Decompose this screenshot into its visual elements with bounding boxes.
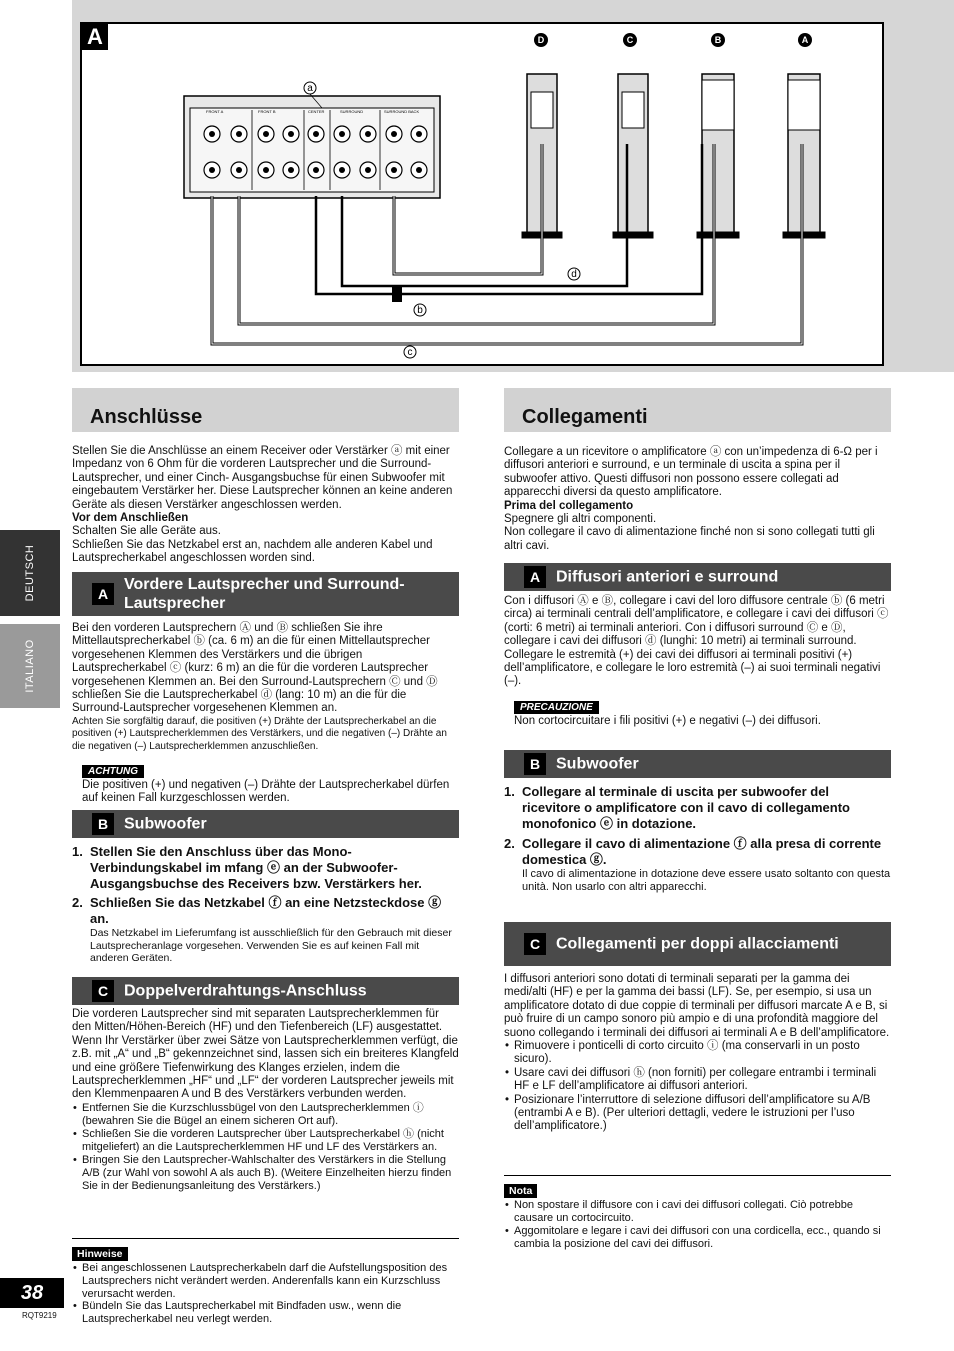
it-before-1: Spegnere gli altri componenti.	[504, 513, 657, 526]
it-section-c-bullet: • Posizionare l’interruttore di selezione diffusori dell’amplificatore su A/B (entrambi A e B). (Per ulteriori dettagli, vedere le istruzioni per l’uso dell’amplificatore.)	[514, 1094, 891, 1134]
callout-a: a	[307, 83, 313, 94]
page-number: 38	[0, 1278, 64, 1308]
de-intro: Stellen Sie die Anschlüsse an einem Receiver oder Verstärker ⓐ mit einer Impedanz von 6 Ohm für die vorderen Lautsprecher und die Surround-Lautsprecher, und einer Cinch- Ausgangsbuchse für einen Subwoofer mit eingebautem Verstärker her. Diese Lautsprecher können an keine anderen Geräte als diesen Verstärker angeschlossen werden.	[72, 445, 453, 511]
it-note-item: • Non spostare il diffusore con i cavi dei diffusori collegati. Ciò potrebbe causare un cortocircuito.	[514, 1199, 891, 1225]
de-before-2: Schließen Sie das Netzkabel erst an, nachdem alle anderen Kabel und Lautsprecherkabel angeschlossen worden sind.	[72, 538, 433, 565]
speaker-towers	[527, 74, 820, 234]
speaker-marker-b: B	[714, 35, 722, 45]
figure-label: A	[82, 24, 108, 50]
it-note-tag: Nota	[504, 1184, 537, 1198]
svg-text:SURROUND: SURROUND	[340, 109, 364, 114]
callout-d: d	[571, 269, 577, 280]
de-hint-item: • Bei angeschlossenen Lautsprecherkabeln darf die Aufstellungsposition des Lautsprechers nicht verändert werden. Anderenfalls kann ein Kurzschluss verursacht werden.	[82, 1262, 459, 1300]
it-before-title: Prima del collegamento	[504, 499, 634, 512]
de-section-a-body	[72, 622, 459, 805]
de-section-c-bullet: • Entfernen Sie die Kurzschlussbügel von den Lautsprecherklemmen ⓘ (bewahren Sie die Bügel an einem sicheren Ort auf).	[82, 1102, 459, 1128]
de-section-a-small: Achten Sie sorgfältig darauf, die positiven (+) Drähte der Lautsprecherkabel an die positiven (+) Lautsprecherklemmen des Verstärkers, und die negativen (–) Drähte an die negativen (–) Lautsprecherklemmen anzuschließen.	[72, 715, 447, 753]
de-hint-tag: Hinweise	[72, 1247, 128, 1261]
it-section-b-header: B Subwoofer	[504, 750, 891, 778]
it-section-b-body: 1. Collegare al terminale di uscita per subwoofer del ricevitore o amplificatore con il cavo di collegamento monofonico ⓔ in dotazione. 2. Collegare il cavo di alimentazione ⓕ alla presa di corrente domestica ⓖ. Il cavo di alimentazione in dotazione deve essere usato soltanto con questa unità. Non usarlo con altri apparecchi.	[504, 784, 891, 894]
de-hints	[72, 1244, 459, 1326]
de-section-b-title: Subwoofer	[124, 815, 207, 833]
de-section-c-bullet: • Bringen Sie den Lautsprecher-Wahlschalter des Verstärkers in die Stellung A/B (zur Wahl von sowohl A als auch B). (Weitere Einzelheiten hierzu finden Sie in der Bedienungsanleitung des Verstärkers.)	[82, 1154, 459, 1193]
de-section-a-text: Bei den vorderen Lautsprechern Ⓐ und Ⓑ schließen Sie ihre Mittellautsprecherkabel ⓑ (ca. 6 m) an die für einen Mittellautsprecher vorgesehenen Klemmen des Verstärkers und die übrigen Lautsprecherkabel ⓒ (kurz: 6 m) an die für die vorderen Lautsprecher vorgesehenen Klemmen an. Bei den Surround-Lautsprechern Ⓒ und Ⓓ schließen Sie die Lautsprecherkabel ⓓ (lang: 10 m) an die für die Surround-Lautsprecher vorgesehenen Klemmen an.	[72, 622, 438, 715]
tab-italiano: ITALIANO	[0, 624, 60, 708]
it-intro-block	[504, 446, 891, 553]
it-intro: Collegare a un ricevitore o amplificatore ⓐ con un’impedenza di 6-Ω per i diffusori anteriori e surround, e un terminale di uscita a spina per il subwoofer attivo. Questi diffusori non possono essere collegati ad apparecchi diversi da questo amplificatore.	[504, 446, 878, 499]
de-step-b2-note: Das Netzkabel im Lieferumfang ist ausschließlich für den Gebrauch mit dieser Lautsprecheranlage vorgesehen. Verwenden Sie es auf keinen Fall mit anderen Geräten.	[90, 927, 452, 965]
it-section-c-text: I diffusori anteriori sono dotati di terminali separati per la gamma dei medi/alti (HF) e per la gamma dei bassi (LF). Se, per esempio, si usa un amplificatore dotato di due coppie di terminali per diffusori marcate A e B, si può fruire di un campo sonoro più ampio e di una profondità maggiore del suono collegando i terminali dei diffusori ai terminali A e B dell’amplificatore.	[504, 973, 890, 1039]
speaker-marker-c: C	[626, 35, 634, 45]
it-section-c-bullet: • Rimuovere i ponticelli di corto circuito ⓘ (ma conservarli in un posto sicuro).	[514, 1040, 891, 1067]
de-step-b1: Stellen Sie den Anschluss über das Mono-Verbindungskabel im mfang ⓔ an der Subwoofer-Ausgangsbuchse des Receivers bzw. Verstärkers her.	[90, 844, 422, 891]
connection-diagram	[80, 22, 884, 366]
de-section-a-header: A Vordere Lautsprecher und Surround-Lautsprecher	[72, 572, 459, 616]
de-step-b2: Schließen Sie das Netzkabel ⓕ an eine Netzsteckdose ⓖ an.	[90, 895, 442, 926]
it-section-a-body	[504, 595, 891, 728]
de-before-title: Vor dem Anschließen	[72, 512, 189, 525]
de-page-title: Anschlüsse	[90, 406, 203, 428]
it-section-a-header: A Diffusori anteriori e surround	[504, 563, 891, 591]
it-step-b2: Collegare il cavo di alimentazione ⓕ alla presa di corrente domestica ⓖ.	[522, 836, 882, 867]
de-section-c-text: Die vorderen Lautsprecher sind mit separaten Lautsprecherklemmen für den Mitten/Höhen-Bereich (HF) und den Tiefenbereich (LF) ausgestattet. Wenn Ihr Verstärker über zwei Sätze von Lautsprecherklemmen verfügt, die z.B. mit „A“ und „B“ gekennzeichnet sind, lassen sich ein breiteres Klangfeld und eine größere Tiefenwirkung des Klanges erzielen, indem die Lautsprecherklemmen „HF“ und „LF“ der vorderen Lautsprecher jeweils mit den Klemmenpaaren A und B des Verstärkers verbunden werden.	[72, 1008, 459, 1101]
de-title-box	[72, 388, 459, 432]
de-caution-tag: ACHTUNG	[82, 765, 144, 778]
de-section-a-title: Vordere Lautsprecher und Surround-Lautsprecher	[124, 576, 405, 612]
speaker-marker-d: D	[537, 35, 545, 45]
it-before-2: Non collegare il cavo di alimentazione finché non si sono collegati tutti gli altri cavi.	[504, 526, 875, 552]
it-section-a-title: Diffusori anteriori e surround	[556, 568, 779, 586]
svg-text:SURROUND BACK: SURROUND BACK	[384, 109, 420, 114]
de-section-b-header: B Subwoofer	[72, 810, 459, 838]
svg-text:FRONT B: FRONT B	[258, 109, 276, 114]
de-hint-item: • Bündeln Sie das Lautsprecherkabel mit Bindfaden usw., wenn die Lautsprecherkabel neu verlegt werden.	[82, 1300, 459, 1326]
de-section-c-body	[72, 1008, 459, 1193]
de-section-c-bullet: • Schließen Sie die vorderen Lautsprecher über Lautsprecherkabel ⓗ (nicht mitgeliefert) an die Lautsprecherklemmen HF und LF des Verstärkers an.	[82, 1128, 459, 1154]
wiring-illustration	[82, 24, 882, 364]
it-page-title: Collegamenti	[522, 406, 648, 428]
de-divider	[72, 1238, 459, 1239]
it-title-box	[504, 388, 891, 432]
it-section-c-title: Collegamenti per doppi allacciamenti	[556, 935, 839, 953]
speaker-marker-a: A	[801, 35, 809, 45]
svg-text:CENTER: CENTER	[308, 109, 325, 114]
it-caution-tag: PRECAUZIONE	[514, 701, 599, 714]
document-code: RQT9219	[22, 1311, 57, 1320]
tab-deutsch: DEUTSCH	[0, 530, 60, 616]
it-divider	[504, 1175, 891, 1176]
it-section-c-body	[504, 973, 891, 1134]
it-section-a-text2: Collegare le estremità (+) dei cavi dei diffusori ai terminali positivi (+) dell’amplificatore, e collegare le loro estremità (–) ai suoi terminali negativi (–).	[504, 648, 881, 688]
it-section-c-header: C Collegamenti per doppi allacciamenti	[504, 922, 891, 966]
de-section-c-title: Doppelverdrahtungs-Anschluss	[124, 982, 367, 1000]
callout-c: c	[407, 347, 413, 358]
it-section-a-text: Con i diffusori Ⓐ e Ⓑ, collegare i cavi del loro diffusore centrale ⓑ (6 metri circa) ai terminali centrali dell’amplificatore, e collegare i cavi dei diffusori ⓒ (corti: 6 metri) ai terminali anteriori. Con i diffusori surround Ⓒ e Ⓓ, collegare i cavi dei diffusori ⓓ (lunghi: 10 metri) ai terminali surround.	[504, 595, 889, 648]
it-note-item: • Aggomitolare e legare i cavi dei diffusori con una cordicella, ecc., quando si cambia la posizione del cavi dei diffusori.	[514, 1225, 891, 1251]
it-caution-text: Non cortocircuitare i fili positivi (+) e negativi (–) dei diffusori.	[514, 714, 821, 727]
it-step-b2-note: Il cavo di alimentazione in dotazione deve essere usato soltanto con questa unità. Non usarlo con altri apparecchi.	[522, 868, 891, 894]
it-step-b1: Collegare al terminale di uscita per subwoofer del ricevitore o amplificatore con il cavo di collegamento monofonico ⓔ in dotazione.	[522, 784, 850, 831]
receiver-panel	[184, 96, 440, 198]
de-caution-text: Die positiven (+) und negativen (–) Drähte der Lautsprecherkabel dürfen auf keinen Fall kurzgeschlossen werden.	[82, 778, 450, 805]
de-intro-block	[72, 445, 459, 566]
de-section-c-header: C Doppelverdrahtungs-Anschluss	[72, 977, 459, 1005]
svg-text:FRONT A: FRONT A	[206, 109, 224, 114]
de-before-1: Schalten Sie alle Geräte aus.	[72, 525, 221, 538]
de-section-b-body: 1. Stellen Sie den Anschluss über das Mono-Verbindungskabel im mfang ⓔ an der Subwoofer-Ausgangsbuchse des Receivers bzw. Verstärkers her. 2. Schließen Sie das Netzkabel ⓕ an eine Netzsteckdose ⓖ an. Das Netzkabel im Lieferumfang ist ausschließlich für den Gebrauch mit dieser Lautsprecheranlage vorgesehen. Verwenden Sie es auf keinen Fall mit anderen Geräten.	[72, 844, 459, 965]
it-section-c-bullet: • Usare cavi dei diffusori ⓗ (non forniti) per collegare entrambi i terminali HF e LF dell’amplificatore ai diffusori anteriori.	[514, 1067, 891, 1094]
it-section-b-title: Subwoofer	[556, 755, 639, 773]
callout-b: b	[417, 305, 423, 316]
it-notes	[504, 1181, 891, 1251]
